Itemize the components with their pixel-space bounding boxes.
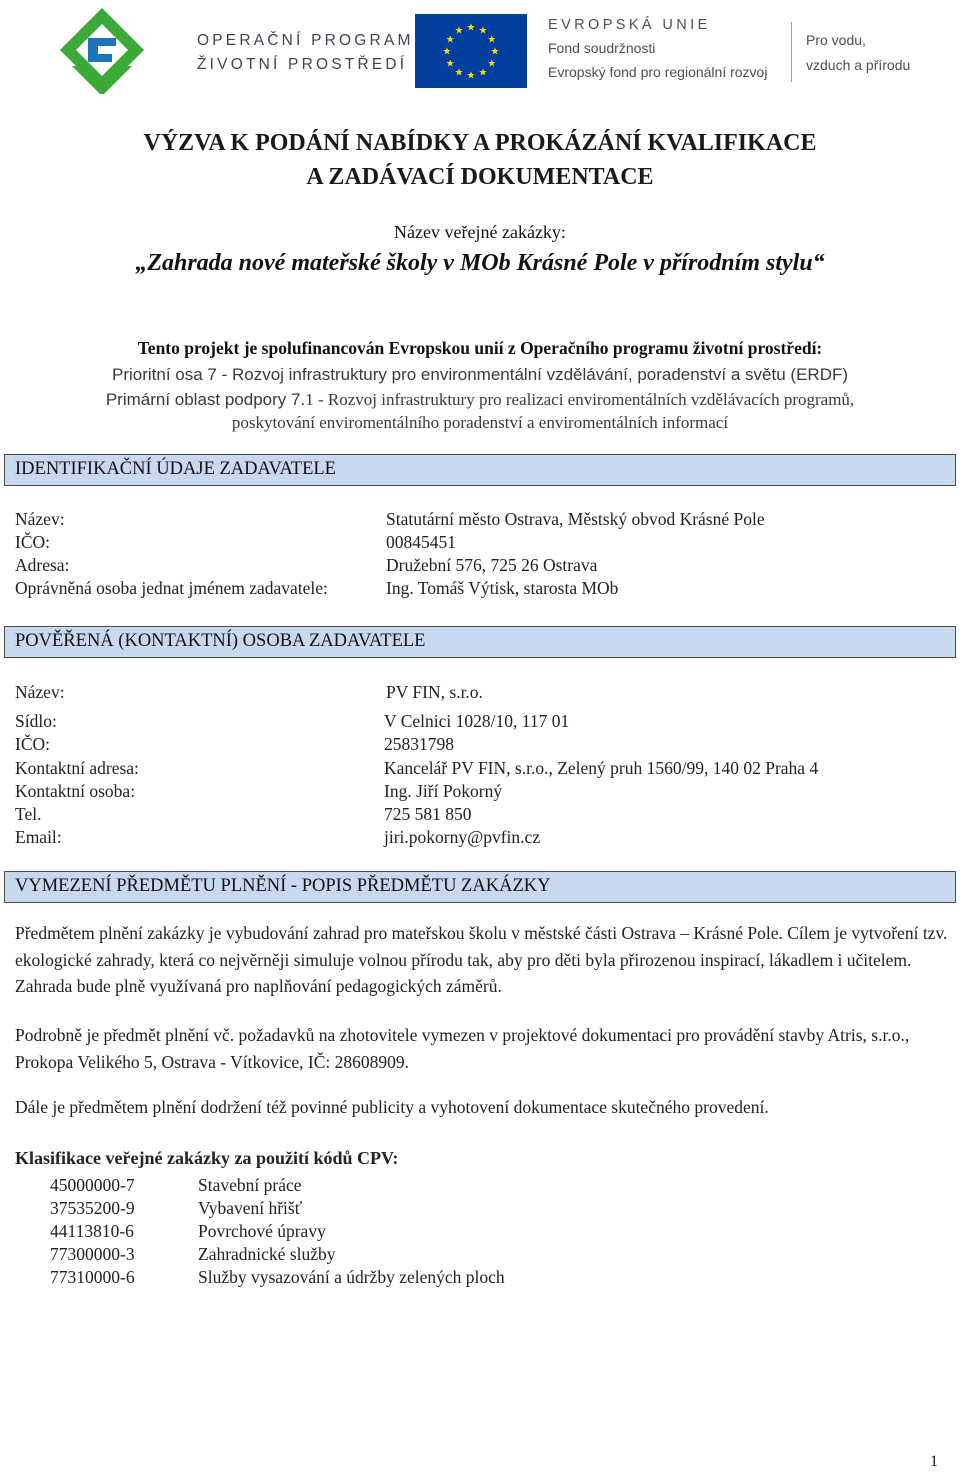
subject-paragraph: Předmětem plnění zakázky je vybudování zahrad pro mateřskou školu v městské části Ostrava – Krásné Pole. Cílem je vytvoření tzv. ekologické zahrady, která co nejvěrněji simuluje volnou přírodu tak, aby pro děti byla přirozenou inspirací, lákadlem i učitelem. Zahrada bude plně využívaná pro naplňování pedagogických záměrů.: [15, 923, 948, 996]
eu-title: EVROPSKÁ UNIE: [548, 17, 711, 33]
cp-label: IČO:: [15, 734, 50, 754]
title-line1: VÝZVA K PODÁNÍ NABÍDKY A PROKÁZÁNÍ KVALIFIKACE: [143, 130, 817, 156]
cp-value: V Celnici 1028/10, 117 01: [384, 711, 570, 731]
ca-label: Adresa:: [15, 555, 70, 575]
eu-stars-icon: [415, 14, 527, 88]
eu-flag-icon: [415, 14, 527, 88]
funding-line4: poskytování enviromentálního poradenství a enviromentálních informací: [231, 413, 729, 432]
section-heading: VYMEZENÍ PŘEDMĚTU PLNĚNÍ - POPIS PŘEDMĚTU ZAKÁZKY: [15, 876, 551, 896]
motto-line1: Pro vodu,: [806, 32, 866, 48]
funding-line1: Tento projekt je spolufinancován Evropskou unií z Operačního programu životní prostředí:: [137, 338, 823, 358]
cp-label: Tel.: [15, 804, 42, 824]
funding-line3-serif: 1 - Rozvoj infrastruktury pro realizaci enviromentálních vzdělávacích programů,: [305, 390, 855, 409]
section-heading: POVĚŘENÁ (KONTAKTNÍ) OSOBA ZADAVATELE: [15, 631, 426, 651]
eu-star-icon: ★: [445, 34, 455, 46]
funding-line2: Prioritní osa 7 - Rozvoj infrastruktury pro environmentální vzdělávání, poradenství a světu (ERDF): [111, 365, 849, 384]
cp-value: 25831798: [384, 734, 454, 754]
cp-value: Ing. Jiří Pokorný: [384, 781, 503, 801]
eu-star-icon: ★: [466, 70, 476, 82]
motto-line2: vzduch a přírodu: [806, 57, 911, 73]
cpv-code: 77300000-3: [50, 1244, 135, 1264]
op-logo-line1: OPERAČNÍ PROGRAM: [197, 32, 414, 49]
cpv-heading: Klasifikace veřejné zakázky za použití kódů CPV:: [15, 1148, 399, 1168]
header-divider: [791, 22, 792, 82]
cp-label: Kontaktní adresa:: [15, 758, 139, 778]
subject-paragraph: Podrobně je předmět plnění vč. požadavků na zhotovitele vymezen v projektové dokumentaci pro provádění stavby Atris, s.r.o., Prokopa Velikého 5, Ostrava - Vítkovice, IČ: 28608909.: [15, 1025, 910, 1072]
title-line2: A ZADÁVACÍ DOKUMENTACE: [306, 164, 654, 190]
cpv-code: 44113810-6: [50, 1221, 134, 1241]
cp-email-link[interactable]: jiri.pokorny@pvfin.cz: [384, 827, 541, 847]
cpv-name: Povrchové úpravy: [198, 1221, 326, 1241]
cp-value: Kancelář PV FIN, s.r.o., Zelený pruh 1560/99, 140 02 Praha 4: [384, 758, 819, 778]
eu-star-icon: ★: [487, 58, 497, 70]
cp-label: Email:: [15, 827, 62, 847]
cp-value: 725 581 850: [384, 804, 472, 824]
cpv-code: 37535200-9: [50, 1198, 135, 1218]
op-logo-text: [197, 29, 414, 77]
cp-label: Sídlo:: [15, 711, 57, 731]
cpv-name: Služby vysazování a údržby zelených ploch: [198, 1267, 505, 1287]
eu-star-icon: ★: [487, 34, 497, 46]
cp-value: PV FIN, s.r.o.: [386, 682, 483, 702]
ca-label: Oprávněná osoba jednat jménem zadavatele:: [15, 578, 328, 598]
eu-star-icon: ★: [490, 46, 500, 58]
cpv-name: Stavební práce: [198, 1175, 302, 1195]
motto: [806, 28, 910, 78]
section-subject: [4, 871, 956, 903]
eu-logo-text: [548, 14, 767, 84]
ca-value: 00845451: [386, 532, 456, 552]
ca-value: Ing. Tomáš Výtisk, starosta MOb: [386, 578, 619, 598]
ca-value: Družební 576, 725 26 Ostrava: [386, 555, 598, 575]
eu-star-icon: ★: [442, 46, 452, 58]
op-zp-logo-icon: [58, 6, 146, 94]
subject-paragraph: Dále je předmětem plnění dodržení též povinné publicity a vyhotovení dokumentace skutečného provedení.: [15, 1097, 769, 1117]
eu-fund-line: Fond soudržnosti: [548, 40, 656, 56]
section-contact-person: [4, 626, 956, 658]
contract-name: „Zahrada nové mateřské školy v MOb Krásné Pole v přírodním stylu“: [135, 250, 825, 276]
contract-label: Název veřejné zakázky:: [394, 222, 566, 242]
cp-label: Kontaktní osoba:: [15, 781, 136, 801]
cpv-name: Zahradnické služby: [198, 1244, 336, 1264]
cpv-code: 77310000-6: [50, 1267, 135, 1287]
cpv-code: 45000000-7: [50, 1175, 135, 1195]
cp-label: Název:: [15, 682, 65, 702]
eu-star-icon: ★: [454, 25, 464, 37]
section-contracting-authority: [4, 454, 956, 486]
ca-label: IČO:: [15, 532, 50, 552]
eu-star-icon: ★: [478, 25, 488, 37]
eu-star-icon: ★: [478, 67, 488, 79]
funding-line3-sans: Primární oblast podpory 7.: [105, 390, 306, 409]
eu-erdf-line: Evropský fond pro regionální rozvoj: [548, 64, 768, 80]
op-logo-line2: ŽIVOTNÍ PROSTŘEDÍ: [197, 56, 408, 73]
cpv-name: Vybavení hřišť: [198, 1198, 303, 1218]
section-heading: IDENTIFIKAČNÍ ÚDAJE ZADAVATELE: [15, 459, 336, 479]
ca-label: Název:: [15, 509, 65, 529]
ca-value: Statutární město Ostrava, Městský obvod Krásné Pole: [386, 509, 765, 529]
eu-star-icon: ★: [445, 58, 455, 70]
funding-line3: [0, 388, 960, 411]
eu-star-icon: ★: [466, 22, 476, 34]
eu-star-icon: ★: [454, 67, 464, 79]
document-title: [0, 126, 960, 194]
page-number: 1: [930, 1453, 938, 1470]
